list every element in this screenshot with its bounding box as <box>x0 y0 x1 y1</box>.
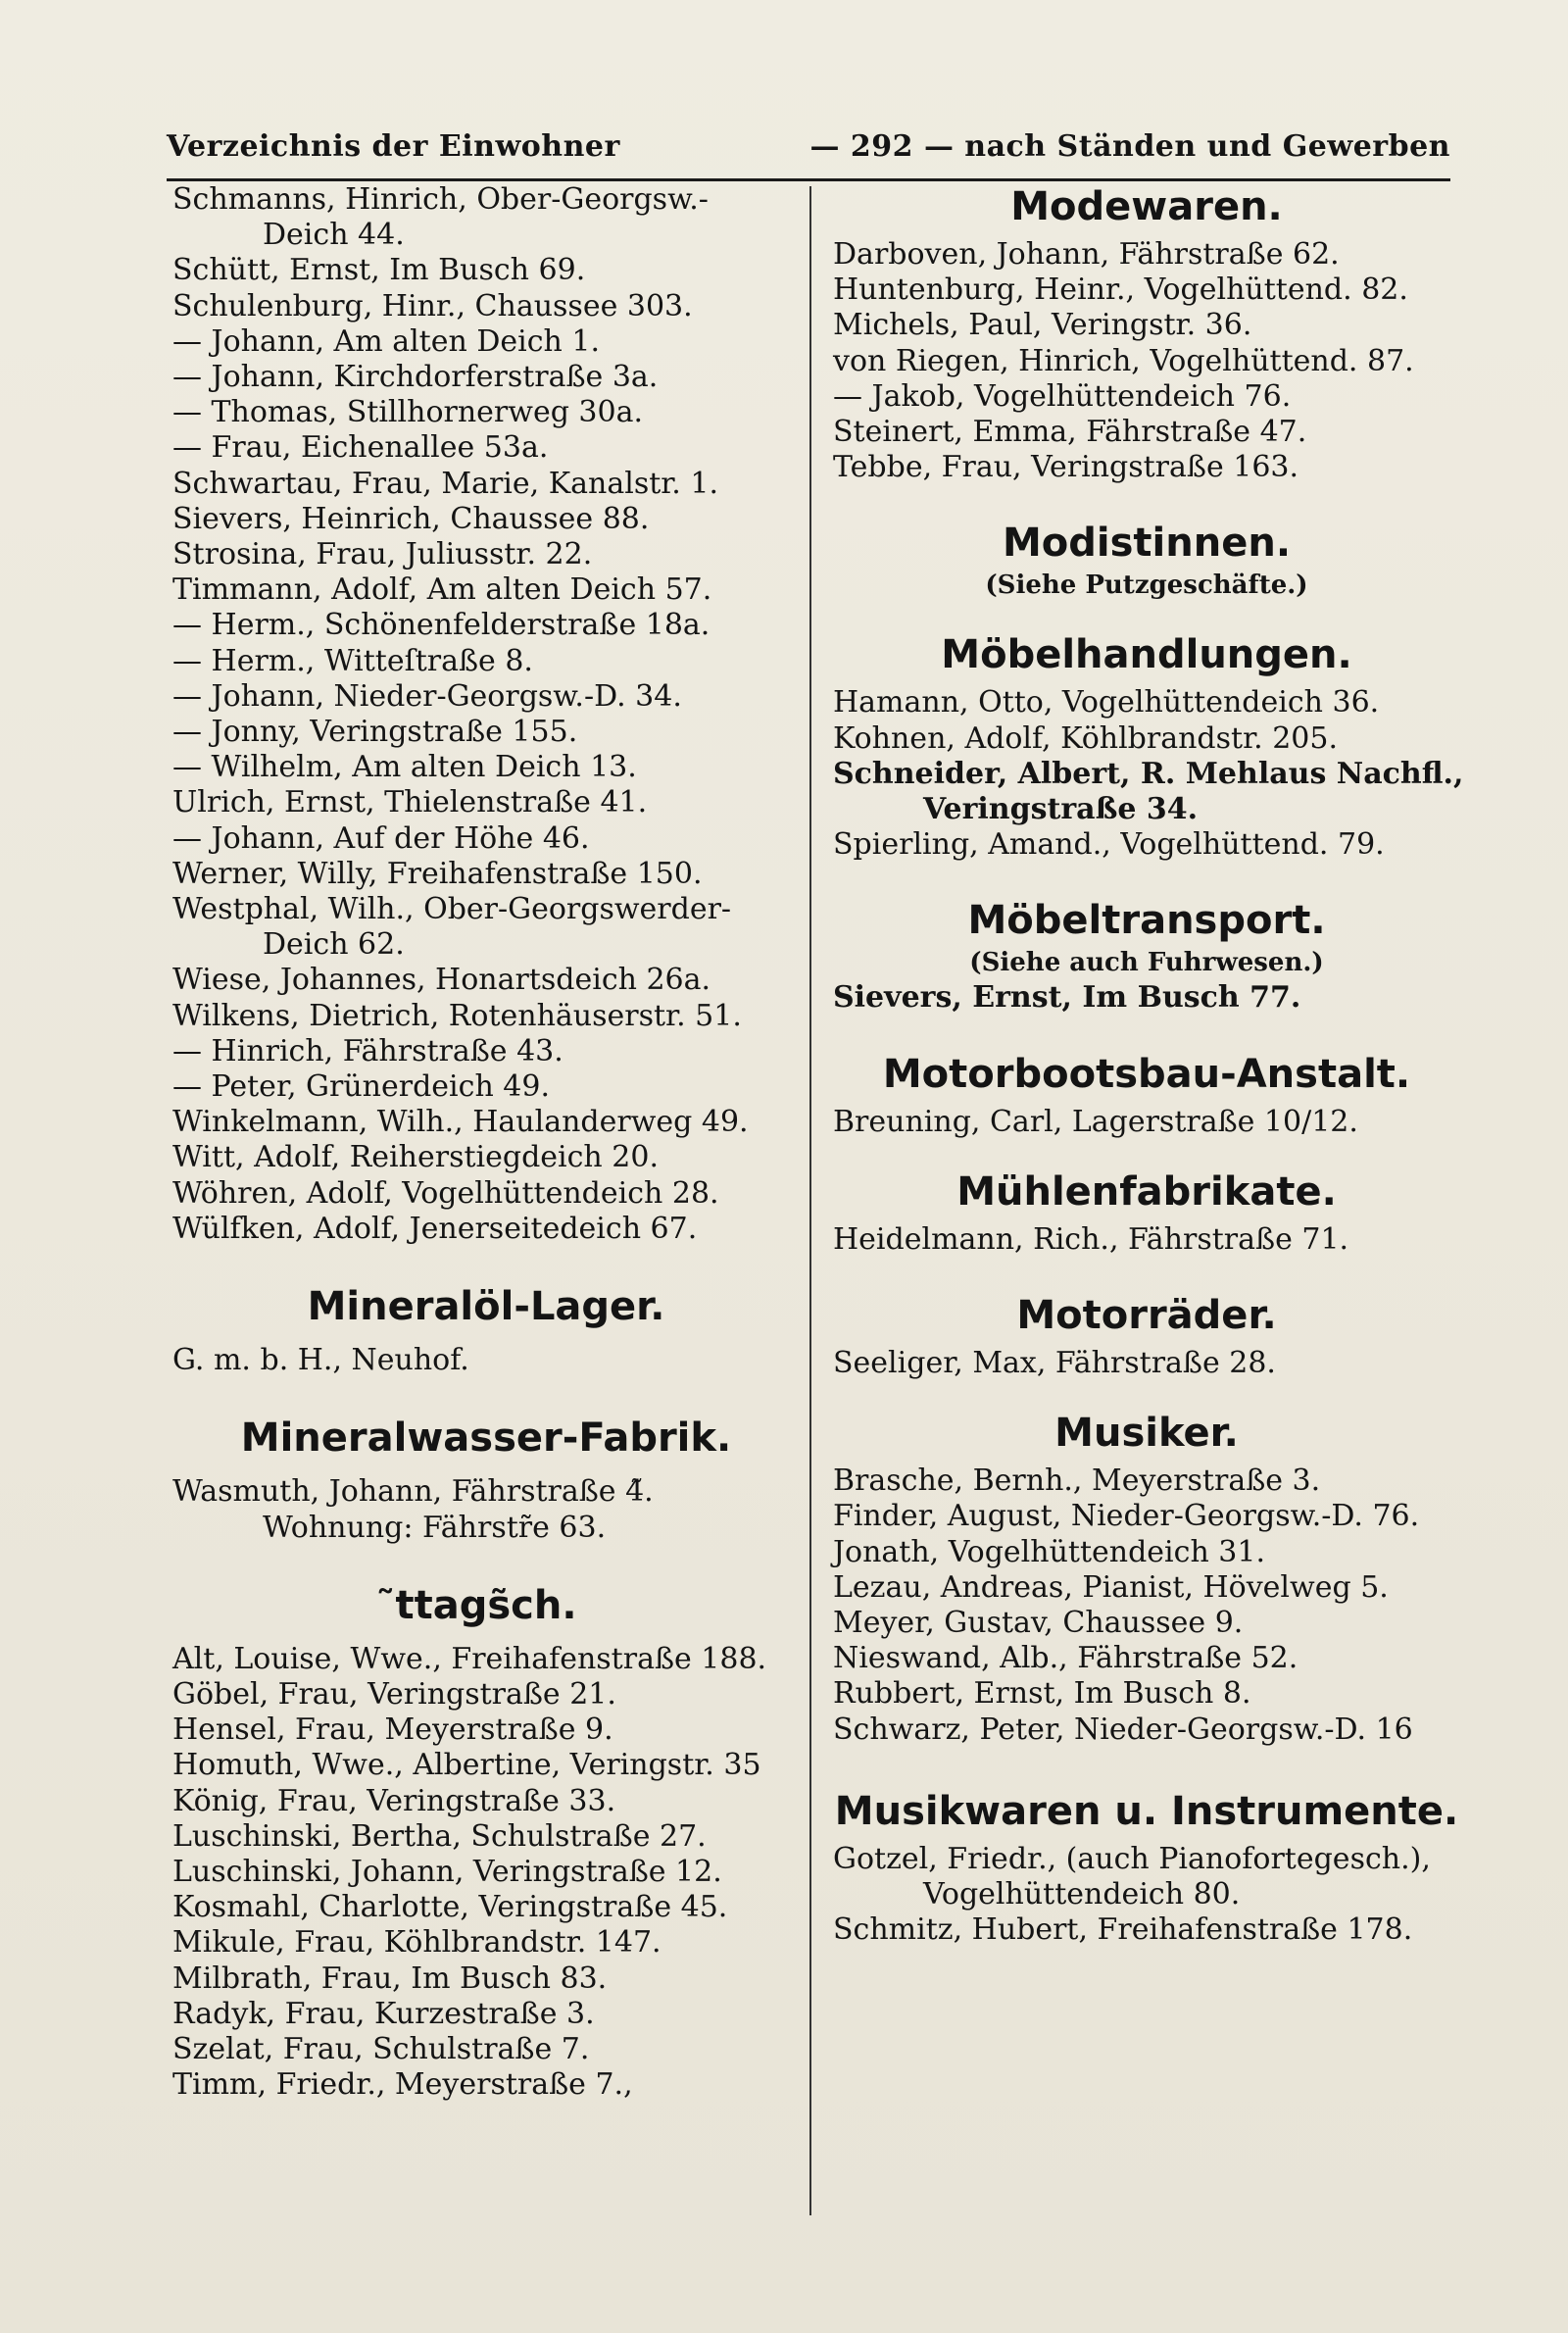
page-header <box>167 118 1450 176</box>
list-item: Breuning, Carl, Lagerstraße 10/12. <box>833 1104 1358 1139</box>
list-item: Ulrich, Ernst, Thielenstraße 41. <box>172 785 648 820</box>
list-item: Westphal, Wilh., Ober-Georgswerder- <box>172 892 732 927</box>
cross-reference-note: (Siehe Putzgeschäfte.) <box>985 571 1308 601</box>
list-item: Hamann, Otto, Vogelhüttendeich 36. <box>833 685 1380 720</box>
list-item: Milbrath, Frau, Im Busch 83. <box>172 1961 608 1996</box>
section-title-muehlenfabrikate: Mühlenfabrikate. <box>956 1168 1337 1215</box>
list-item: Schwartau, Frau, Marie, Kanalstr. 1. <box>172 466 719 501</box>
list-item: Wülfken, Adolf, Jenerseitedeich 67. <box>172 1211 698 1246</box>
list-item: Mikule, Frau, Köhlbrandstr. 147. <box>172 1925 662 1961</box>
list-item: — Johann, Nieder-Georgsw.-D. 34. <box>172 678 682 714</box>
section-title-moebelhandlungen: Möbelhandlungen. <box>941 632 1352 678</box>
list-item: — Frau, Eichenallee 53a. <box>172 430 549 466</box>
header-rule <box>167 178 1450 181</box>
list-item: Heidelmann, Rich., Fährstraße 71. <box>833 1221 1349 1257</box>
list-item: Luschinski, Johann, Veringstraße 12. <box>172 1854 722 1889</box>
list-item: Timm, Friedr., Meyerstraße 7., <box>172 2067 633 2103</box>
list-item: — Herm., Schönenfelderstraße 18a. <box>172 608 710 643</box>
list-item-continuation: Wohnung: Fährstr̃̃e 63. <box>263 1510 607 1545</box>
list-item: — Jonny, Veringstraße 155. <box>172 715 578 750</box>
list-item-highlighted: Sievers, Ernst, Im Busch 77. <box>833 980 1301 1016</box>
list-item: Göbel, Frau, Veringstraße 21. <box>172 1676 616 1712</box>
list-item: — Thomas, Stillhornerweg 30a. <box>172 395 644 430</box>
list-item: Hensel, Frau, Meyerstraße 9. <box>172 1713 613 1748</box>
section-title-mittagstisch: ̃ttags̃̃ch. <box>395 1582 577 1628</box>
section-title-mineralwasser: Mineralwasser-Fabrik. <box>240 1415 732 1462</box>
list-item: Steinert, Emma, Fährstraße 47. <box>833 415 1307 450</box>
list-item-continuation: Deich 44. <box>263 218 405 253</box>
list-item: Schulenburg, Hinr., Chaussee 303. <box>172 288 693 323</box>
list-item: Seeliger, Max, Fährstraße 28. <box>833 1346 1276 1381</box>
list-item: Huntenburg, Heinr., Vogelhüttend. 82. <box>833 273 1408 308</box>
list-item: — Jakob, Vogelhüttendeich 76. <box>833 378 1292 414</box>
list-item: Wilkens, Dietrich, Rotenhäuserstr. 51. <box>172 998 742 1033</box>
section-title-modewaren: Modewaren. <box>1010 184 1283 229</box>
section-title-motorbootsbau: Motorbootsbau-Anstalt. <box>882 1051 1411 1097</box>
list-item: Homuth, Wwe., Albertine, Veringstr. 35 <box>172 1748 761 1783</box>
list-item: Luschinski, Bertha, Schulstraße 27. <box>172 1818 707 1854</box>
list-item: — Hinrich, Fährstraße 43. <box>172 1033 564 1068</box>
list-item: Timmann, Adolf, Am alten Deich 57. <box>172 572 712 608</box>
list-item: Finder, August, Nieder-Georgsw.-D. 76. <box>833 1499 1420 1534</box>
page-number: — 292 — <box>809 129 955 164</box>
list-item: Schmitz, Hubert, Freihafenstraße 178. <box>833 1912 1413 1948</box>
list-item: Spierling, Amand., Vogelhüttend. 79. <box>833 827 1385 863</box>
list-item: Tebbe, Frau, Veringstraße 163. <box>833 450 1299 485</box>
list-item: — Johann, Am alten Deich 1. <box>172 323 601 359</box>
section-title-musikwaren: Musikwaren u. Instrumente. <box>834 1788 1459 1834</box>
list-item: Schmanns, Hinrich, Ober-Georgsw.- <box>172 182 709 217</box>
list-item-highlighted: Schneider, Albert, R. Mehlaus Nachfl., <box>833 756 1464 791</box>
list-item: Kohnen, Adolf, Köhlbrandstr. 205. <box>833 720 1338 756</box>
section-title-modistinnen: Modistinnen. <box>1002 521 1292 567</box>
list-item-continuation: Vogelhüttendeich 80. <box>923 1877 1241 1912</box>
list-item: Lezau, Andreas, Pianist, Hövelweg 5. <box>833 1569 1389 1605</box>
list-item-continuation: Deich 62. <box>263 927 405 963</box>
header-left: Verzeichnis der Einwohner <box>167 129 620 164</box>
list-item: Witt, Adolf, Reiherstiegdeich 20. <box>172 1140 659 1175</box>
list-item: Michels, Paul, Veringstr. 36. <box>833 308 1252 343</box>
list-item: Wöhren, Adolf, Vogelhüttendeich 28. <box>172 1175 719 1211</box>
list-item: G. m. b. H., Neuhof. <box>172 1343 469 1378</box>
list-item: Werner, Willy, Freihafenstraße 150. <box>172 856 703 891</box>
list-item: Wiese, Johannes, Honartsdeich 26a. <box>172 963 711 998</box>
list-item: — Herm., Witteſtraße 8. <box>172 643 533 678</box>
list-item: Meyer, Gustav, Chaussee 9. <box>833 1606 1244 1641</box>
section-title-mineraloel: Mineralöl-Lager. <box>307 1284 665 1330</box>
right-column <box>833 182 1464 1948</box>
list-item-continuation: Veringstraße 34. <box>923 792 1199 827</box>
list-item: Gotzel, Friedr., (auch Pianofortegesch.), <box>833 1841 1431 1876</box>
section-title-moebeltransport: Möbeltransport. <box>967 898 1326 944</box>
list-item: — Wilhelm, Am alten Deich 13. <box>172 750 637 785</box>
list-item: Sievers, Heinrich, Chaussee 88. <box>172 501 650 536</box>
cross-reference-note: (Siehe auch Fuhrwesen.) <box>969 948 1324 978</box>
list-item: Szelat, Frau, Schulstraße 7. <box>172 2031 590 2066</box>
list-item: — Johann, Auf der Höhe 46. <box>172 820 590 856</box>
section-title-musiker: Musiker. <box>1054 1411 1239 1457</box>
list-item: von Riegen, Hinrich, Vogelhüttend. 87. <box>833 343 1414 378</box>
list-item: — Johann, Kirchdorferstraße 3a. <box>172 360 659 395</box>
list-item: Nieswand, Alb., Fährstraße 52. <box>833 1641 1298 1676</box>
column-divider <box>809 186 811 2215</box>
list-item: König, Frau, Veringstraße 33. <box>172 1783 616 1818</box>
list-item: Kosmahl, Charlotte, Veringstraße 45. <box>172 1890 728 1925</box>
section-title-motorraeder: Motorräder. <box>1016 1293 1277 1339</box>
list-item: Schütt, Ernst, Im Busch 69. <box>172 253 586 288</box>
list-item: Rubbert, Ernst, Im Busch 8. <box>833 1676 1251 1712</box>
list-item: Schwarz, Peter, Nieder-Georgsw.-D. 16 <box>833 1712 1413 1747</box>
list-item: Alt, Louise, Wwe., Freihafenstraße 188. <box>172 1641 767 1676</box>
header-right: nach Ständen und Gewerben <box>964 129 1450 164</box>
list-item: Strosina, Frau, Juliusstr. 22. <box>172 537 593 572</box>
list-item: Jonath, Vogelhüttendeich 31. <box>833 1534 1266 1569</box>
list-item: Wasmuth, Johann, Fährstraße 4̃. <box>172 1474 654 1510</box>
list-item: Brasche, Bernh., Meyerstraße 3. <box>833 1464 1321 1499</box>
list-item: Winkelmann, Wilh., Haulanderweg 49. <box>172 1105 749 1140</box>
list-item: — Peter, Grünerdeich 49. <box>172 1069 551 1105</box>
list-item: Radyk, Frau, Kurzestraße 3. <box>172 1996 595 2031</box>
list-item: Darboven, Johann, Fährstraße 62. <box>833 237 1340 272</box>
left-column <box>172 182 800 2103</box>
